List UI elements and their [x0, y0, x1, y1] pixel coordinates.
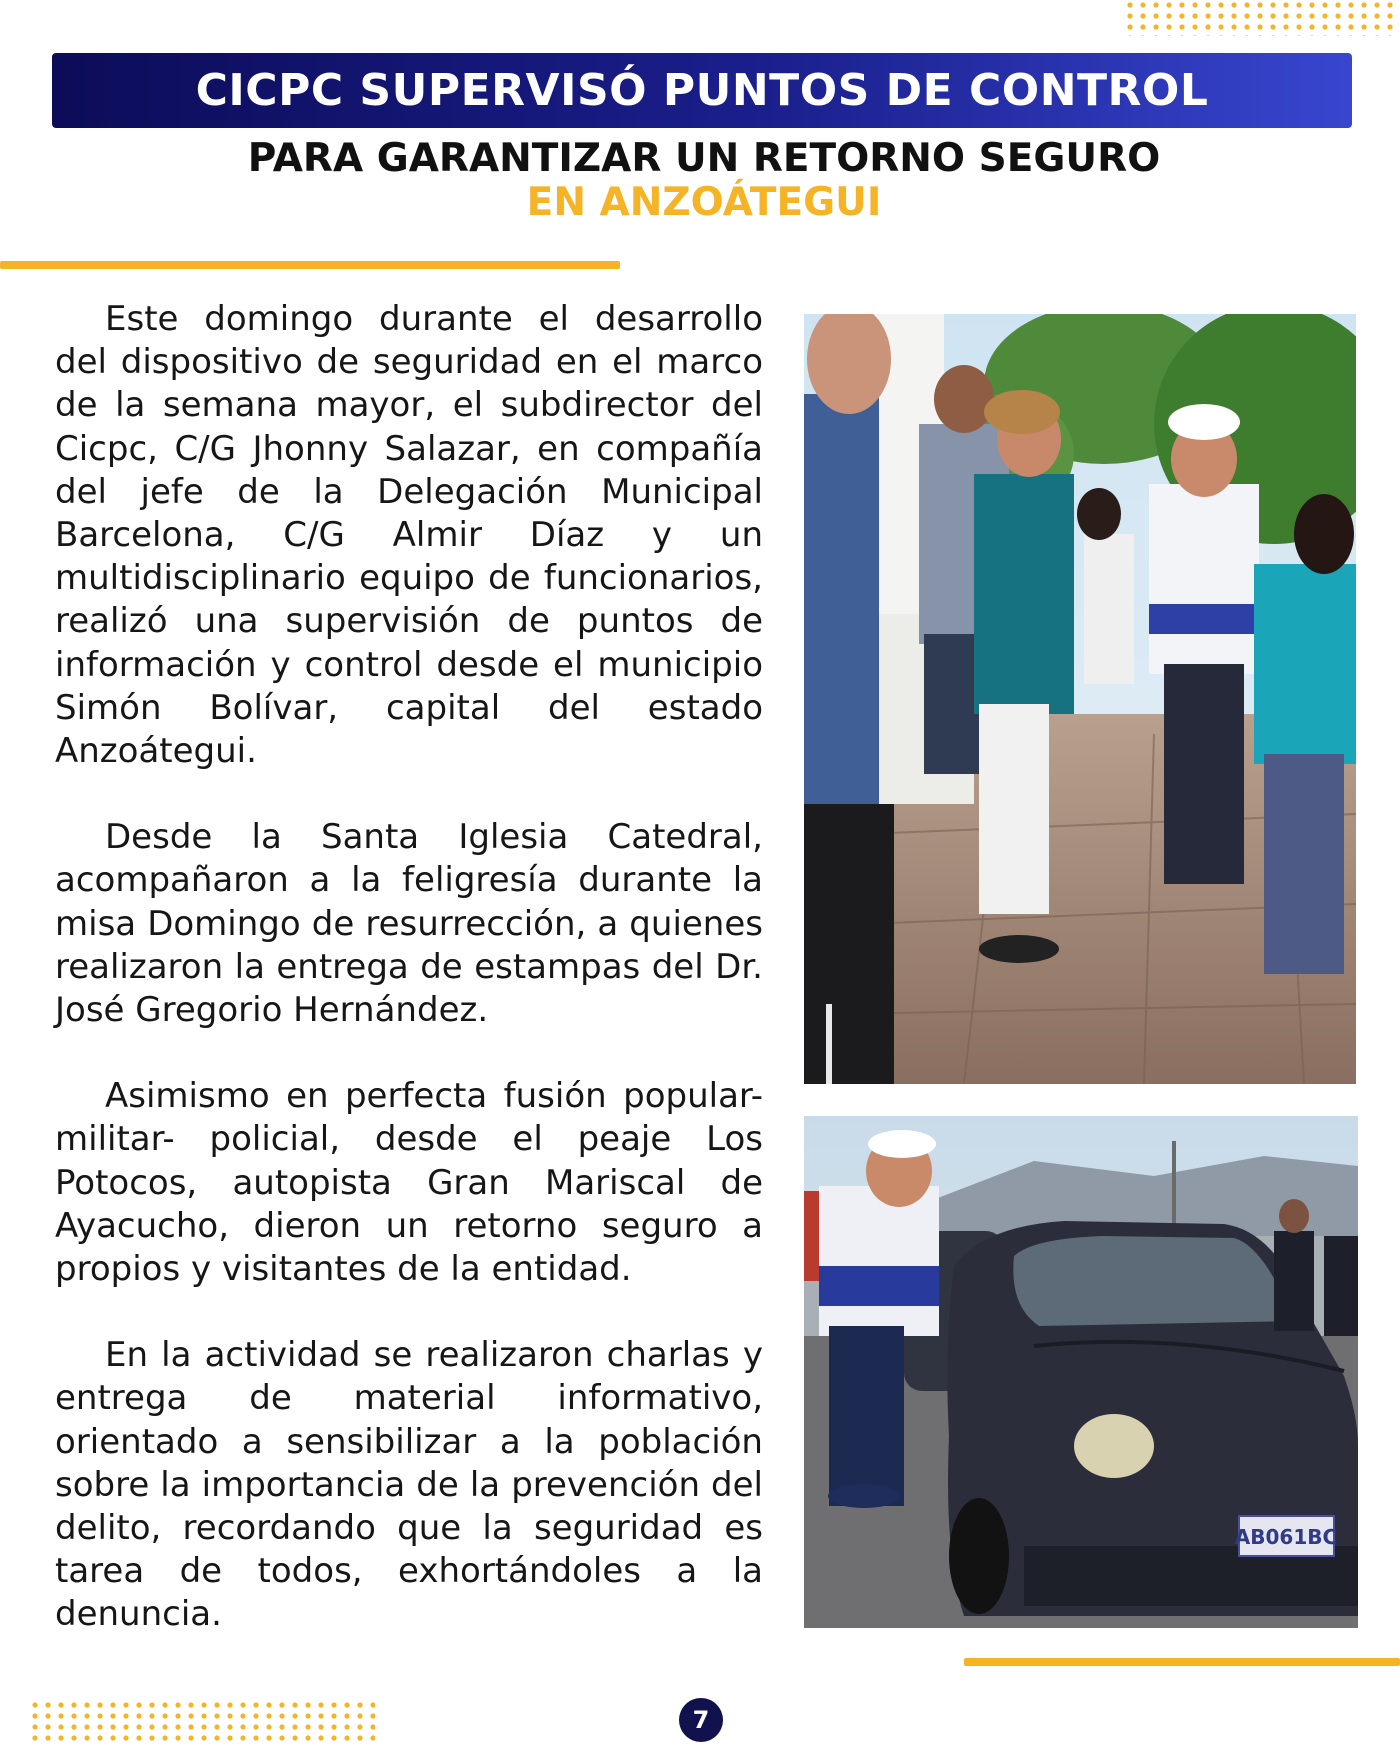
paragraph: Desde la Santa Iglesia Catedral, acompañaron a la feligresía durante la misa Domingo de resurrección, a quienes realizaron la entrega de estampas del Dr. José Gregorio Hernández. — [55, 817, 763, 1031]
license-plate-text: AB061BC — [1234, 1525, 1338, 1549]
page-number: 7 — [679, 1698, 723, 1742]
page-title: CICPC SUPERVISÓ PUNTOS DE CONTROL — [195, 65, 1209, 116]
subtitle-highlight: EN ANZOÁTEGUI — [526, 180, 882, 225]
decorative-dots-top — [1125, 0, 1395, 36]
decorative-dots-bottom — [30, 1700, 375, 1742]
photo-checkpoint — [804, 1116, 1358, 1628]
title-banner — [52, 53, 1352, 128]
subtitle: PARA GARANTIZAR UN RETORNO SEGURO — [247, 136, 1161, 181]
paragraph: Este domingo durante el desarrollo del dispositivo de seguridad en el marco de la semana mayor, el subdirector del Cicpc, C/G Jhonny Salazar, en compañía del jefe de la Delegación Municipal Barcelona, C/G Almir Díaz y un multidisciplinario equipo de funcionarios, realizó una supervisión de puntos de información y control desde el municipio Simón Bolívar, capital del estado Anzoátegui. — [55, 299, 763, 772]
paragraph: Asimismo en perfecta fusión popular-militar- policial, desde el peaje Los Potocos, autopista Gran Mariscal de Ayacucho, dieron un retorno seguro a propios y visitantes de la entidad. — [55, 1076, 763, 1290]
divider-bottom — [964, 1658, 1400, 1666]
article-body — [55, 298, 763, 1637]
paragraph: En la actividad se realizaron charlas y entrega de material informativo, orientado a sensibilizar a la población sobre la importancia de la prevención del delito, recordando que la seguridad es tarea de todos, exhortándoles a la denuncia. — [55, 1335, 763, 1635]
divider-top — [0, 261, 620, 269]
photo-cathedral — [804, 314, 1356, 1084]
